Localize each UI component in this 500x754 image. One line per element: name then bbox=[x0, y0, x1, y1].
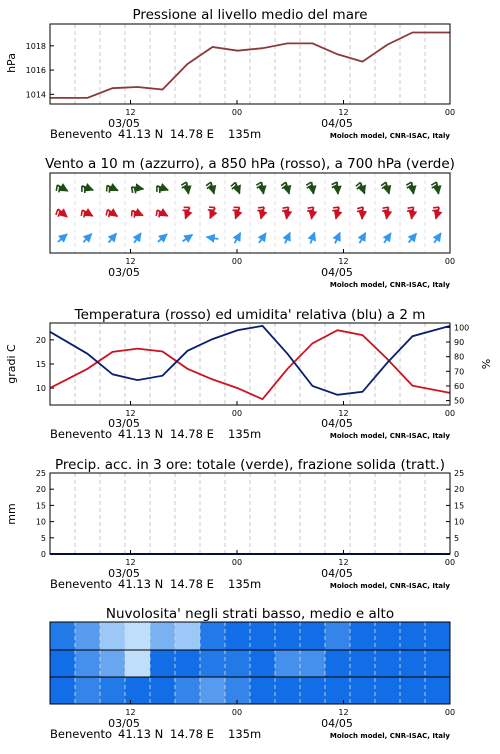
wind-arrow-850 bbox=[261, 207, 264, 219]
model-credit: Moloch model, CNR-ISAC, Italy bbox=[330, 582, 451, 590]
cloud-cell bbox=[225, 622, 250, 650]
date-label-0305: 03/05 bbox=[108, 717, 140, 730]
precip-panel bbox=[5, 457, 464, 591]
precip-yticks bbox=[36, 469, 54, 559]
cloud-cell bbox=[75, 622, 100, 650]
wind-arrow-10m bbox=[310, 232, 314, 243]
cloud-cell bbox=[325, 622, 350, 650]
cloud-cell bbox=[375, 622, 400, 650]
y-tick-label: 20 bbox=[36, 336, 46, 345]
wind-barb-feather bbox=[407, 185, 412, 188]
x-tick-label: 00 bbox=[445, 108, 455, 117]
x-tick-label: 00 bbox=[232, 558, 242, 567]
date-label-0305: 03/05 bbox=[108, 117, 140, 130]
y-tick-label: 50 bbox=[454, 397, 464, 406]
cloud-cell bbox=[350, 650, 375, 677]
y-tick-label: 15 bbox=[454, 501, 464, 510]
y-tick-label: 1014 bbox=[26, 90, 46, 99]
wind-barb-feather bbox=[109, 187, 110, 193]
cloud-cell bbox=[150, 677, 175, 704]
wind-barb-feather bbox=[283, 207, 289, 208]
date-label-0405: 04/05 bbox=[321, 567, 353, 580]
x-tick-label: 00 bbox=[445, 708, 455, 717]
pressure-panel bbox=[5, 7, 455, 141]
date-label-0305: 03/05 bbox=[108, 417, 140, 430]
wind-barb-feather bbox=[256, 182, 261, 185]
model-credit: Moloch model, CNR-ISAC, Italy bbox=[330, 281, 451, 289]
wind-barb-feather bbox=[382, 185, 387, 189]
x-tick-label: 12 bbox=[125, 708, 135, 717]
wind-arrow-10m bbox=[409, 233, 417, 242]
wind-barb-feather bbox=[381, 182, 386, 186]
x-tick-label: 00 bbox=[445, 257, 455, 266]
model-credit: Moloch model, CNR-ISAC, Italy bbox=[330, 132, 451, 140]
wind-arrow-10m bbox=[58, 234, 67, 242]
wind-grid bbox=[75, 173, 425, 253]
wind-barb-feather bbox=[134, 212, 135, 218]
wind-barb-feather bbox=[56, 185, 57, 191]
y-tick-label: 1018 bbox=[26, 42, 46, 51]
cloud-cell bbox=[275, 650, 300, 677]
station-elev: 135m bbox=[228, 127, 261, 141]
cloud-cell bbox=[400, 650, 425, 677]
cloud-cell bbox=[325, 650, 350, 677]
temp-yticks bbox=[36, 336, 54, 393]
pressure-footer bbox=[50, 117, 450, 141]
wind-arrow-700 bbox=[437, 182, 439, 194]
y-tick-label: 15 bbox=[36, 501, 46, 510]
cloud-cell bbox=[100, 677, 125, 704]
y-tick-label: 60 bbox=[454, 382, 464, 391]
wind-barb-feather bbox=[308, 207, 314, 208]
cloud-cell bbox=[250, 622, 275, 650]
wind-arrow-10m bbox=[335, 233, 340, 244]
wind-arrow-850 bbox=[287, 207, 289, 219]
cloud-cell bbox=[50, 677, 75, 704]
precip-title: Precip. acc. in 3 ore: totale (verde), frazione solida (tratt.) bbox=[55, 457, 445, 473]
wind-arrow-850 bbox=[412, 207, 414, 219]
wind-barb-feather bbox=[58, 211, 60, 217]
wind-barb-feather bbox=[306, 182, 311, 185]
wind-arrow-10m bbox=[360, 233, 366, 243]
y-tick-label: 0 bbox=[41, 550, 46, 559]
temp-ylabel: gradi C bbox=[5, 344, 18, 384]
station-name: Benevento bbox=[50, 427, 112, 441]
wind-barb-feather bbox=[332, 210, 338, 211]
station-lat: 41.13 N bbox=[118, 577, 163, 591]
cloud-cell bbox=[200, 650, 225, 677]
wind-arrow-700 bbox=[157, 186, 168, 190]
cloud-cell bbox=[300, 622, 325, 650]
cloud-cell bbox=[375, 650, 400, 677]
wind-barb-feather bbox=[206, 182, 211, 186]
x-tick-label: 12 bbox=[125, 558, 135, 567]
cloud-cell bbox=[250, 677, 275, 704]
wind-arrow-10m bbox=[384, 233, 391, 243]
y-tick-label: 10 bbox=[36, 518, 46, 527]
wind-arrow-700 bbox=[337, 182, 338, 194]
x-tick-label: 00 bbox=[232, 257, 242, 266]
cloud-cells bbox=[50, 622, 450, 704]
wind-barb-feather bbox=[132, 187, 133, 193]
cloud-cell bbox=[400, 622, 425, 650]
y-tick-label: 0 bbox=[454, 550, 459, 559]
y-tick-label: 5 bbox=[454, 534, 459, 543]
wind-barb-feather bbox=[408, 207, 414, 208]
wind-barb-feather bbox=[159, 212, 160, 218]
wind-arrow-700 bbox=[235, 182, 239, 193]
cloud-cell bbox=[250, 650, 275, 677]
wind-arrow-700 bbox=[82, 186, 93, 190]
precip-grid bbox=[75, 473, 425, 554]
cloud-cell bbox=[225, 677, 250, 704]
x-tick-label: 12 bbox=[338, 558, 348, 567]
y-tick-label: 10 bbox=[454, 518, 464, 527]
cloud-cell bbox=[350, 677, 375, 704]
station-lon: 14.78 E bbox=[170, 727, 214, 741]
station-lat: 41.13 N bbox=[118, 727, 163, 741]
wind-barb-feather bbox=[132, 211, 133, 217]
wind-barb-feather bbox=[56, 209, 58, 215]
date-label-0305: 03/05 bbox=[108, 567, 140, 580]
wind-barb-feather bbox=[431, 182, 436, 185]
cloud-cell bbox=[125, 677, 150, 704]
y-tick-label: 20 bbox=[454, 485, 464, 494]
temp-title: Temperatura (rosso) ed umidita' relativa (blu) a 2 m bbox=[74, 307, 426, 323]
cloud-cell bbox=[375, 677, 400, 704]
station-lon: 14.78 E bbox=[170, 127, 214, 141]
pressure-ylabel: hPa bbox=[5, 53, 18, 73]
cloud-cell bbox=[125, 622, 150, 650]
wind-arrow-850 bbox=[436, 207, 439, 219]
y-tick-label: 1016 bbox=[26, 66, 46, 75]
wind-barb-feather bbox=[257, 185, 262, 188]
x-tick-label: 12 bbox=[125, 409, 135, 418]
wind-arrow-700 bbox=[262, 182, 264, 194]
x-tick-label: 00 bbox=[445, 558, 455, 567]
station-elev: 135m bbox=[228, 427, 261, 441]
wind-arrow-10m bbox=[235, 233, 241, 243]
cloud-cell bbox=[275, 677, 300, 704]
wind-barb-feather bbox=[207, 185, 212, 189]
y-tick-label: 100 bbox=[454, 323, 469, 332]
precip-frame bbox=[50, 473, 450, 554]
wind-arrows bbox=[56, 182, 441, 244]
cloud-cell bbox=[425, 650, 450, 677]
x-tick-label: 00 bbox=[232, 108, 242, 117]
y-tick-label: 80 bbox=[454, 353, 464, 362]
y-tick-label: 20 bbox=[36, 485, 46, 494]
date-label-0405: 04/05 bbox=[321, 266, 353, 279]
cloud-cell bbox=[100, 622, 125, 650]
wind-barb-feather bbox=[106, 210, 108, 216]
cloud-cell bbox=[50, 622, 75, 650]
cloud-cell bbox=[300, 677, 325, 704]
cloud-cell bbox=[175, 622, 200, 650]
wind-arrow-850 bbox=[387, 207, 389, 219]
wind-arrow-700 bbox=[360, 182, 364, 193]
wind-barb-feather bbox=[208, 210, 214, 211]
wind-barb-feather bbox=[281, 182, 286, 186]
wind-arrow-850 bbox=[312, 207, 314, 219]
wind-barb-feather bbox=[107, 186, 108, 192]
date-label-0305: 03/05 bbox=[108, 266, 140, 279]
wind-barb-feather bbox=[432, 185, 437, 188]
y-tick-label: 25 bbox=[36, 469, 46, 478]
x-tick-label: 12 bbox=[125, 257, 135, 266]
station-lat: 41.13 N bbox=[118, 427, 163, 441]
wind-barb-feather bbox=[406, 182, 411, 185]
wind-arrow-10m bbox=[285, 233, 290, 244]
model-credit: Moloch model, CNR-ISAC, Italy bbox=[330, 732, 451, 740]
precip-ylabel: mm bbox=[5, 503, 18, 524]
x-tick-label: 12 bbox=[338, 108, 348, 117]
wind-barb-feather bbox=[307, 185, 312, 188]
wind-arrow-700 bbox=[312, 182, 314, 194]
y-tick-label: 25 bbox=[454, 469, 464, 478]
wind-barb-feather bbox=[181, 182, 186, 185]
date-label-0405: 04/05 bbox=[321, 417, 353, 430]
cloud-cell bbox=[175, 650, 200, 677]
cloud-cell bbox=[225, 650, 250, 677]
station-name: Benevento bbox=[50, 727, 112, 741]
wind-arrow-10m bbox=[207, 237, 219, 239]
wind-arrow-700 bbox=[187, 182, 189, 194]
wind-barb-feather bbox=[84, 212, 85, 218]
cloud-cell bbox=[75, 677, 100, 704]
cloud-cell bbox=[400, 677, 425, 704]
wind-arrow-700 bbox=[386, 182, 389, 194]
wind-barb-feather bbox=[109, 211, 110, 217]
wind-barb-feather bbox=[81, 210, 82, 216]
y-tick-label: 5 bbox=[41, 534, 46, 543]
cloud-panel bbox=[50, 606, 455, 741]
wind-barb-feather bbox=[282, 185, 287, 189]
wind-arrow-700 bbox=[132, 187, 144, 189]
wind-arrow-850 bbox=[336, 207, 339, 219]
wind-arrow-10m bbox=[134, 233, 141, 243]
cloud-cell bbox=[350, 622, 375, 650]
wind-barb-feather bbox=[333, 207, 339, 208]
cloud-cell bbox=[425, 622, 450, 650]
x-tick-label: 12 bbox=[338, 708, 348, 717]
wind-arrow-850 bbox=[210, 208, 215, 219]
y-tick-label: 70 bbox=[454, 367, 464, 376]
wind-barb-feather bbox=[156, 210, 157, 216]
wind-barb-feather bbox=[432, 210, 438, 211]
wind-barb-feather bbox=[257, 210, 263, 211]
wind-arrow-700 bbox=[412, 182, 414, 194]
x-tick-label: 00 bbox=[445, 409, 455, 418]
date-label-0405: 04/05 bbox=[321, 717, 353, 730]
wind-arrow-10m bbox=[434, 233, 441, 243]
cloud-cell bbox=[125, 650, 150, 677]
wind-arrow-700 bbox=[211, 182, 214, 194]
x-tick-label: 00 bbox=[232, 708, 242, 717]
wind-arrow-10m bbox=[158, 234, 167, 242]
cloud-cell bbox=[200, 622, 225, 650]
cloud-cell bbox=[50, 650, 75, 677]
wind-arrow-10m bbox=[259, 233, 266, 243]
station-lat: 41.13 N bbox=[118, 127, 163, 141]
wind-arrow-850 bbox=[235, 207, 239, 218]
wind-arrow-10m bbox=[83, 234, 91, 242]
y-tick-label: 90 bbox=[454, 338, 464, 347]
wind-barb-feather bbox=[182, 185, 187, 188]
cloud-cell bbox=[100, 650, 125, 677]
wind-barb-feather bbox=[332, 185, 337, 188]
x-tick-label: 12 bbox=[125, 108, 135, 117]
model-credit: Moloch model, CNR-ISAC, Italy bbox=[330, 432, 451, 440]
wind-barb-feather bbox=[383, 207, 389, 208]
wind-arrow-700 bbox=[107, 186, 118, 191]
precip-yticks-right bbox=[446, 469, 464, 559]
cloud-cell bbox=[150, 622, 175, 650]
wind-arrow-850 bbox=[132, 211, 143, 216]
cloud-cell bbox=[275, 622, 300, 650]
pressure-title: Pressione al livello medio del mare bbox=[132, 7, 367, 23]
cloud-title: Nuvolosita' negli strati basso, medio e alto bbox=[106, 606, 394, 622]
pressure-grid bbox=[75, 24, 425, 104]
cloud-cell bbox=[75, 650, 100, 677]
wind-barb-feather bbox=[209, 207, 215, 208]
station-lon: 14.78 E bbox=[170, 577, 214, 591]
cloud-cell bbox=[300, 650, 325, 677]
wind-arrow-10m bbox=[183, 235, 193, 242]
cloud-cell bbox=[325, 677, 350, 704]
x-tick-label: 12 bbox=[338, 257, 348, 266]
station-name: Benevento bbox=[50, 577, 112, 591]
wind-arrow-10m bbox=[109, 233, 117, 242]
cloud-cell bbox=[150, 650, 175, 677]
pressure-frame bbox=[50, 24, 450, 104]
wind-barb-feather bbox=[258, 207, 264, 208]
station-lon: 14.78 E bbox=[170, 427, 214, 441]
wind-panel bbox=[45, 156, 455, 289]
temp-panel bbox=[5, 307, 493, 441]
x-tick-label: 00 bbox=[232, 409, 242, 418]
wind-arrow-850 bbox=[362, 207, 363, 219]
humidity-ylabel: % bbox=[480, 359, 493, 369]
cloud-cell bbox=[175, 677, 200, 704]
wind-arrow-850 bbox=[185, 207, 189, 218]
station-name: Benevento bbox=[50, 127, 112, 141]
wind-arrow-700 bbox=[286, 182, 289, 194]
wind-barb-feather bbox=[332, 182, 337, 185]
cloud-cell bbox=[200, 677, 225, 704]
station-elev: 135m bbox=[228, 577, 261, 591]
station-elev: 135m bbox=[228, 727, 261, 741]
x-tick-label: 12 bbox=[338, 409, 348, 418]
wind-title: Vento a 10 m (azzurro), a 850 hPa (rosso), a 700 hPa (verde) bbox=[45, 156, 455, 172]
y-tick-label: 10 bbox=[36, 384, 46, 393]
cloud-cell bbox=[425, 677, 450, 704]
wind-barb-feather bbox=[433, 207, 439, 208]
y-tick-label: 15 bbox=[36, 360, 46, 369]
date-label-0405: 04/05 bbox=[321, 117, 353, 130]
wind-barb-feather bbox=[59, 187, 60, 193]
